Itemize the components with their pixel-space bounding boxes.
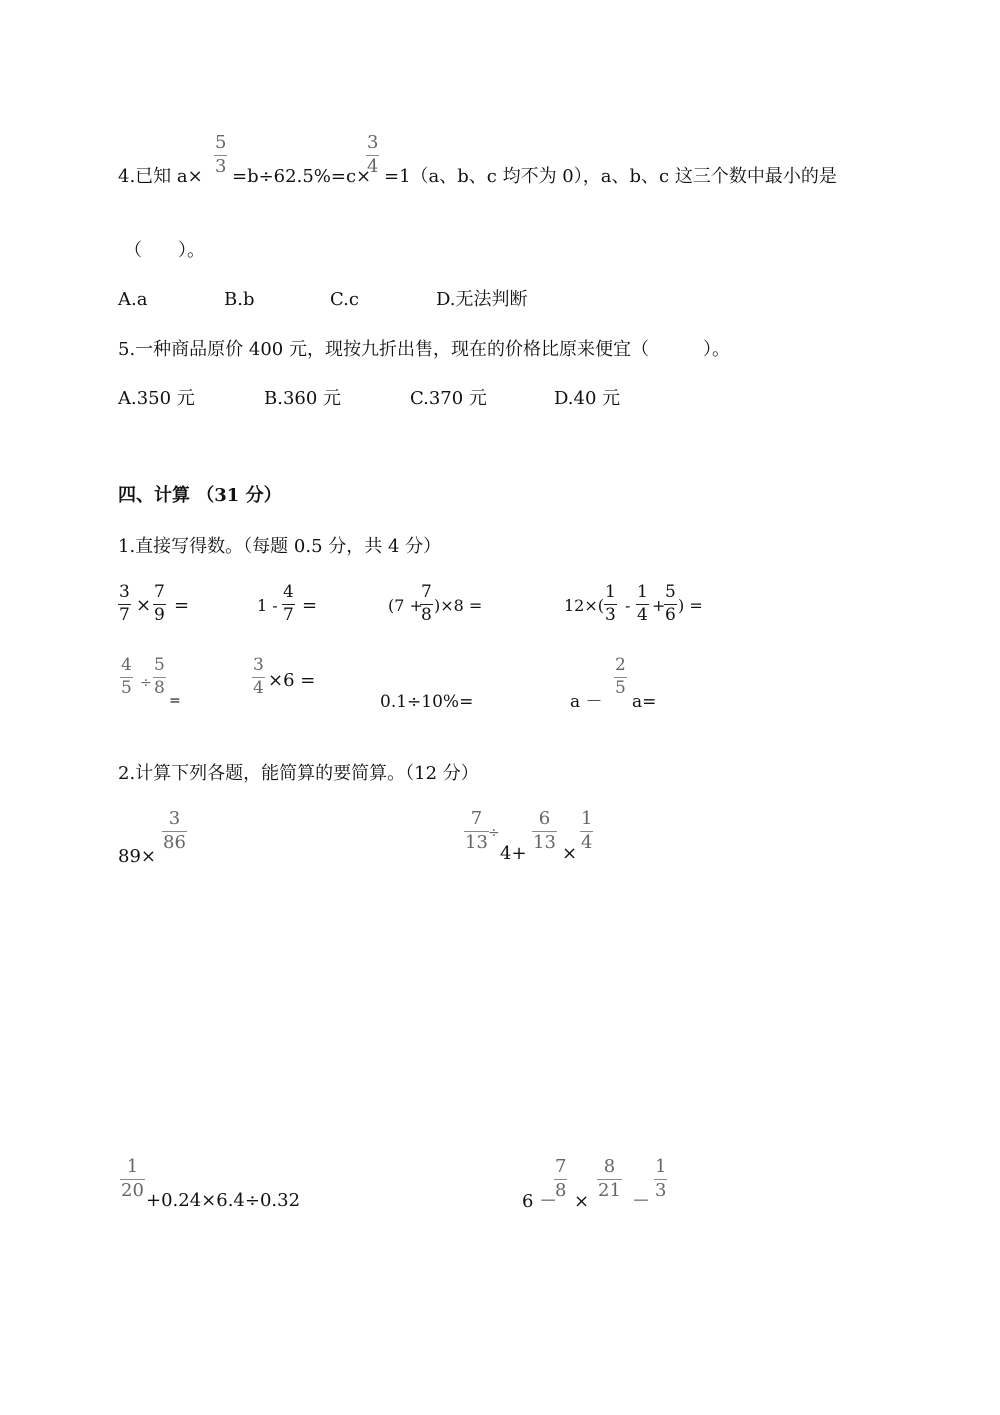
e2-fraction: $\frac{4}{7}$ xyxy=(283,582,294,625)
oral-item-7: 0.1÷10%= xyxy=(380,692,474,712)
q4-option-b: B.b xyxy=(224,289,255,310)
q4-option-c: C.c xyxy=(330,289,359,310)
q4-middle: =b÷62.5%=c× xyxy=(232,166,372,187)
e4-fraction-1: $\frac{1}{3}$ xyxy=(605,582,616,625)
sub2-title: 2.计算下列各题，能简算的要简算。（12 分） xyxy=(118,763,479,784)
p4-fraction-3: $\frac{1}{3}$ xyxy=(655,1156,667,1201)
e2-prefix: 1 - xyxy=(257,596,278,615)
e5-fraction-2: $\frac{5}{8}$ xyxy=(154,655,165,698)
section-title: 四、计算 （31 分） xyxy=(118,485,282,506)
q4-option-d: D.无法判断 xyxy=(436,289,528,310)
p2-fraction-1: $\frac{7}{13}$ xyxy=(465,808,488,853)
p3-fraction: $\frac{1}{20}$ xyxy=(121,1156,144,1201)
e5-operator: ÷ xyxy=(140,675,152,691)
q5-option-b: B.360 元 xyxy=(264,388,342,409)
e8-prefix: a － xyxy=(570,692,603,712)
e4-suffix: ) = xyxy=(678,596,703,615)
p2-fraction-3: $\frac{1}{4}$ xyxy=(581,808,593,853)
p2-middle: 4+ xyxy=(500,843,527,864)
p4-fraction-1: $\frac{7}{8}$ xyxy=(555,1156,567,1201)
e1-fraction-1: $\frac{3}{7}$ xyxy=(119,582,130,625)
e6-suffix: ×6 = xyxy=(268,670,316,691)
e1-operator: × xyxy=(136,595,152,616)
e8-suffix: a= xyxy=(632,692,657,712)
p2-fraction-2: $\frac{6}{13}$ xyxy=(533,808,556,853)
p4-prefix: 6 － xyxy=(522,1191,558,1212)
q4-fraction-2: $\frac{3}{4}$ xyxy=(367,132,379,177)
e1-fraction-2: $\frac{7}{9}$ xyxy=(154,582,165,625)
q5-option-d: D.40 元 xyxy=(554,388,621,409)
e5-equals: = xyxy=(169,693,181,709)
e3-prefix: (7 + xyxy=(388,596,423,615)
e4-fraction-3: $\frac{5}{6}$ xyxy=(665,582,676,625)
e3-suffix: )×8 = xyxy=(434,596,483,615)
p4-fraction-2: $\frac{8}{21}$ xyxy=(598,1156,621,1201)
q5-option-a: A.350 元 xyxy=(118,388,195,409)
q4-fraction-1: $\frac{5}{3}$ xyxy=(215,132,227,177)
e4-fraction-2: $\frac{1}{4}$ xyxy=(637,582,648,625)
e2-equals: = xyxy=(302,595,318,616)
e1-equals: = xyxy=(174,595,190,616)
e3-fraction: $\frac{7}{8}$ xyxy=(421,582,432,625)
e6-fraction: $\frac{3}{4}$ xyxy=(253,655,264,698)
q4-blank: （ ）。 xyxy=(124,240,205,261)
p2-operator-2: × xyxy=(562,843,578,864)
sub1-title: 1.直接写得数。（每题 0.5 分，共 4 分） xyxy=(118,536,442,557)
e5-fraction-1: $\frac{4}{5}$ xyxy=(121,655,132,698)
q5-text: 5.一种商品原价 400 元，现按九折出售，现在的价格比原来便宜（ ）。 xyxy=(118,339,730,360)
q4-suffix: =1（a、b、c 均不为 0），a、b、c 这三个数中最小的是 xyxy=(384,166,837,187)
p3-suffix: +0.24×6.4÷0.32 xyxy=(146,1190,301,1211)
p4-operator-1: × xyxy=(574,1191,590,1212)
e4-prefix: 12×( xyxy=(564,596,605,615)
p4-operator-2: － xyxy=(632,1191,650,1212)
e4-operator-1: - xyxy=(625,596,631,615)
p1-prefix: 89× xyxy=(118,846,156,867)
p2-operator-1: ÷ xyxy=(488,825,500,841)
p1-fraction: $\frac{3}{86}$ xyxy=(163,808,186,853)
q5-option-c: C.370 元 xyxy=(410,388,487,409)
e8-fraction: $\frac{2}{5}$ xyxy=(615,655,626,698)
q4-option-a: A.a xyxy=(118,289,148,310)
q4-prefix: 4.已知 a× xyxy=(118,166,203,187)
e4-operator-2: + xyxy=(652,596,666,615)
